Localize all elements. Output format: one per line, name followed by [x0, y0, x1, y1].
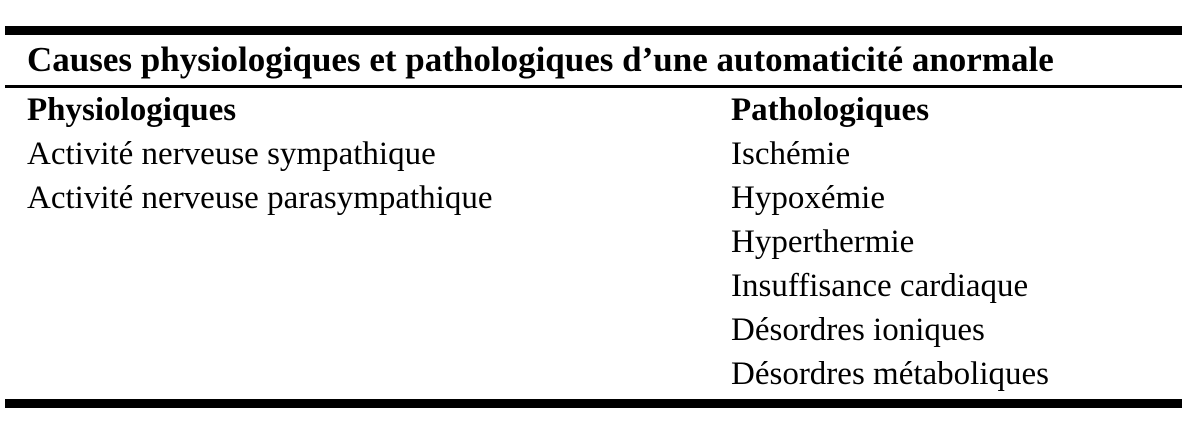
list-item: Activité nerveuse parasympathique: [27, 180, 493, 216]
list-item: Hyperthermie: [731, 224, 915, 260]
table-title: Causes physiologiques et pathologiques d’une automaticité anormale: [27, 40, 1054, 79]
table-bottom-rule: [5, 399, 1182, 408]
list-item: Hypoxémie: [731, 180, 885, 216]
list-item: Désordres métaboliques: [731, 356, 1049, 392]
column-pathologiques: [731, 88, 1049, 396]
column-physiologiques: [27, 88, 493, 220]
column-header-pathologiques: Pathologiques: [731, 92, 930, 128]
list-item: Désordres ioniques: [731, 312, 985, 348]
list-item: Ischémie: [731, 136, 851, 172]
column-header-physiologiques: Physiologiques: [27, 92, 237, 128]
table-top-rule: [5, 26, 1182, 35]
list-item: Activité nerveuse sympathique: [27, 136, 436, 172]
list-item: Insuffisance cardiaque: [731, 268, 1029, 304]
